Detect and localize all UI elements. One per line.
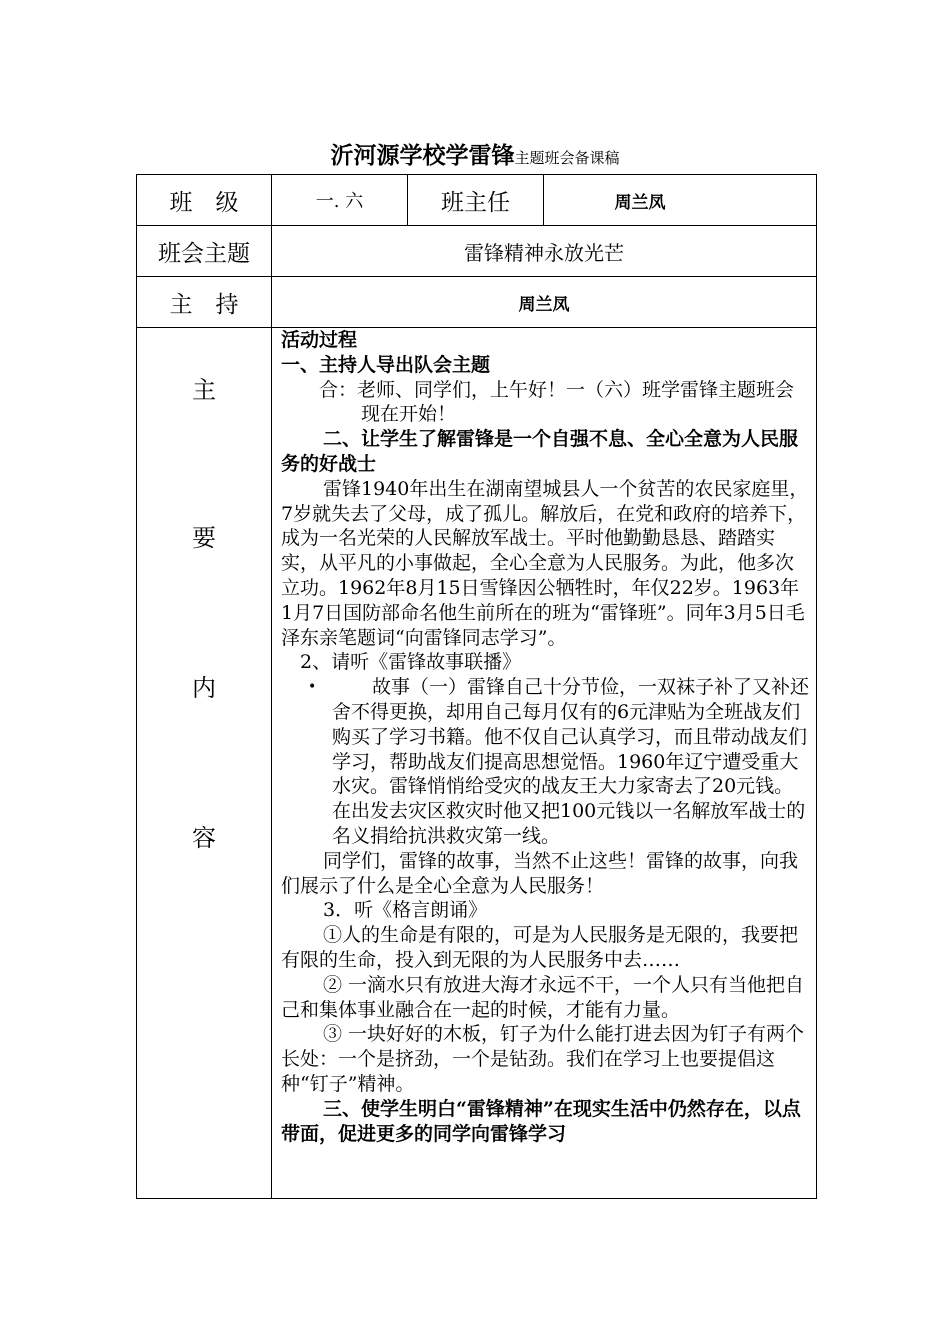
lesson-plan-table — [136, 174, 817, 1199]
motto-heading: 3．听《格言朗诵》 — [323, 899, 488, 922]
theme-value: 雷锋精神永放光芒 — [272, 226, 817, 277]
host-value: 周兰凤 — [272, 277, 817, 328]
label-char-1: 主 — [192, 376, 216, 404]
leifeng-bio-paragraph: 雷锋1940年出生在湖南望城县人一个贫苦的农民家庭里，7岁就失去了父母，成了孤儿。解放后，在党和政府的培养下，成为一名光荣的人民解放军战士。平时他勤勤恳恳、踏踏实实，从平凡的小事做起，全心全意为人民服务。为此，他多次立功。1962年8月15日雪锋因公牺牲时，年仅22岁。1963年1月7日国防部命名他生前所在的班为“雷锋班”。同年3月5日毛泽东亲笔题词“向雷锋同志学习”。 — [281, 477, 809, 649]
label-char-4: 容 — [192, 824, 216, 852]
story-summary-paragraph: 同学们，雷锋的故事，当然不止这些！雷锋的故事，向我们展示了什么是全心全意为人民服务！ — [281, 849, 799, 897]
title-main: 沂河源学校学雷锋 — [330, 142, 515, 169]
main-content-body — [272, 328, 817, 1199]
row-class-info — [137, 175, 817, 226]
story-one-paragraph: 故事（一）雷锋自己十分节俭，一双袜子补了又补还舍不得更换，却用自己每月仅有的6元津贴为全班战友们购买了学习书籍。他不仅自己认真学习，而且带动战友们学习，帮助战友们提高思想觉悟。1960年辽宁遭受重大水灾。雷锋悄悄给受灾的战友王大力家寄去了20元钱。在出发去灾区救灾时他又把100元钱以一名解放军战士的名义捐给抗洪救灾第一线。 — [332, 676, 810, 847]
main-content-label — [137, 328, 272, 1199]
class-value: 一. 六 — [272, 175, 408, 226]
row-host — [137, 277, 817, 328]
title-sub: 主题班会备课稿 — [514, 149, 620, 167]
motto-three: ③ 一块好好的木板，钉子为什么能打进去因为钉子有两个长处：一个是挤劲，一个是钻劲。我们在学习上也要提倡这种“钉子”精神。 — [281, 1023, 805, 1095]
document-title — [0, 137, 950, 170]
motto-two: ② 一滴水只有放进大海才永远不干，一个人只有当他把自己和集体事业融合在一起的时候，才能有力量。 — [281, 973, 805, 1021]
section-2-heading: 二、让学生了解雷锋是一个自强不息、全心全意为人民服务的好战士 — [281, 428, 799, 475]
teacher-value: 周兰凤 — [544, 175, 817, 226]
section-1-heading: 一、主持人导出队会主题 — [281, 353, 491, 376]
activity-process-heading: 活动过程 — [281, 329, 358, 351]
host-label: 主 持 — [137, 277, 272, 328]
row-main-content — [137, 328, 817, 1199]
section-3-heading: 三、使学生明白“雷锋精神”在现实生活中仍然存在，以点带面，促进更多的同学向雷锋学习 — [281, 1097, 801, 1145]
label-char-3: 内 — [192, 674, 216, 702]
class-label: 班 级 — [137, 175, 272, 226]
theme-label: 班会主题 — [137, 226, 272, 277]
row-theme — [137, 226, 817, 277]
story-bullet-item — [281, 675, 810, 849]
story-heading: 2、请听《雷锋故事联播》 — [300, 651, 522, 674]
bullet-dot: • — [308, 679, 317, 696]
motto-one: ①人的生命是有限的，可是为人民服务是无限的，我要把有限的生命，投入到无限的为人民服务中去…… — [281, 924, 799, 971]
label-char-2: 要 — [192, 524, 216, 552]
opening-line: 合：老师、同学们，上午好！一（六）班学雷锋主题班会现在开始！ — [319, 378, 795, 426]
teacher-label: 班主任 — [408, 175, 544, 226]
